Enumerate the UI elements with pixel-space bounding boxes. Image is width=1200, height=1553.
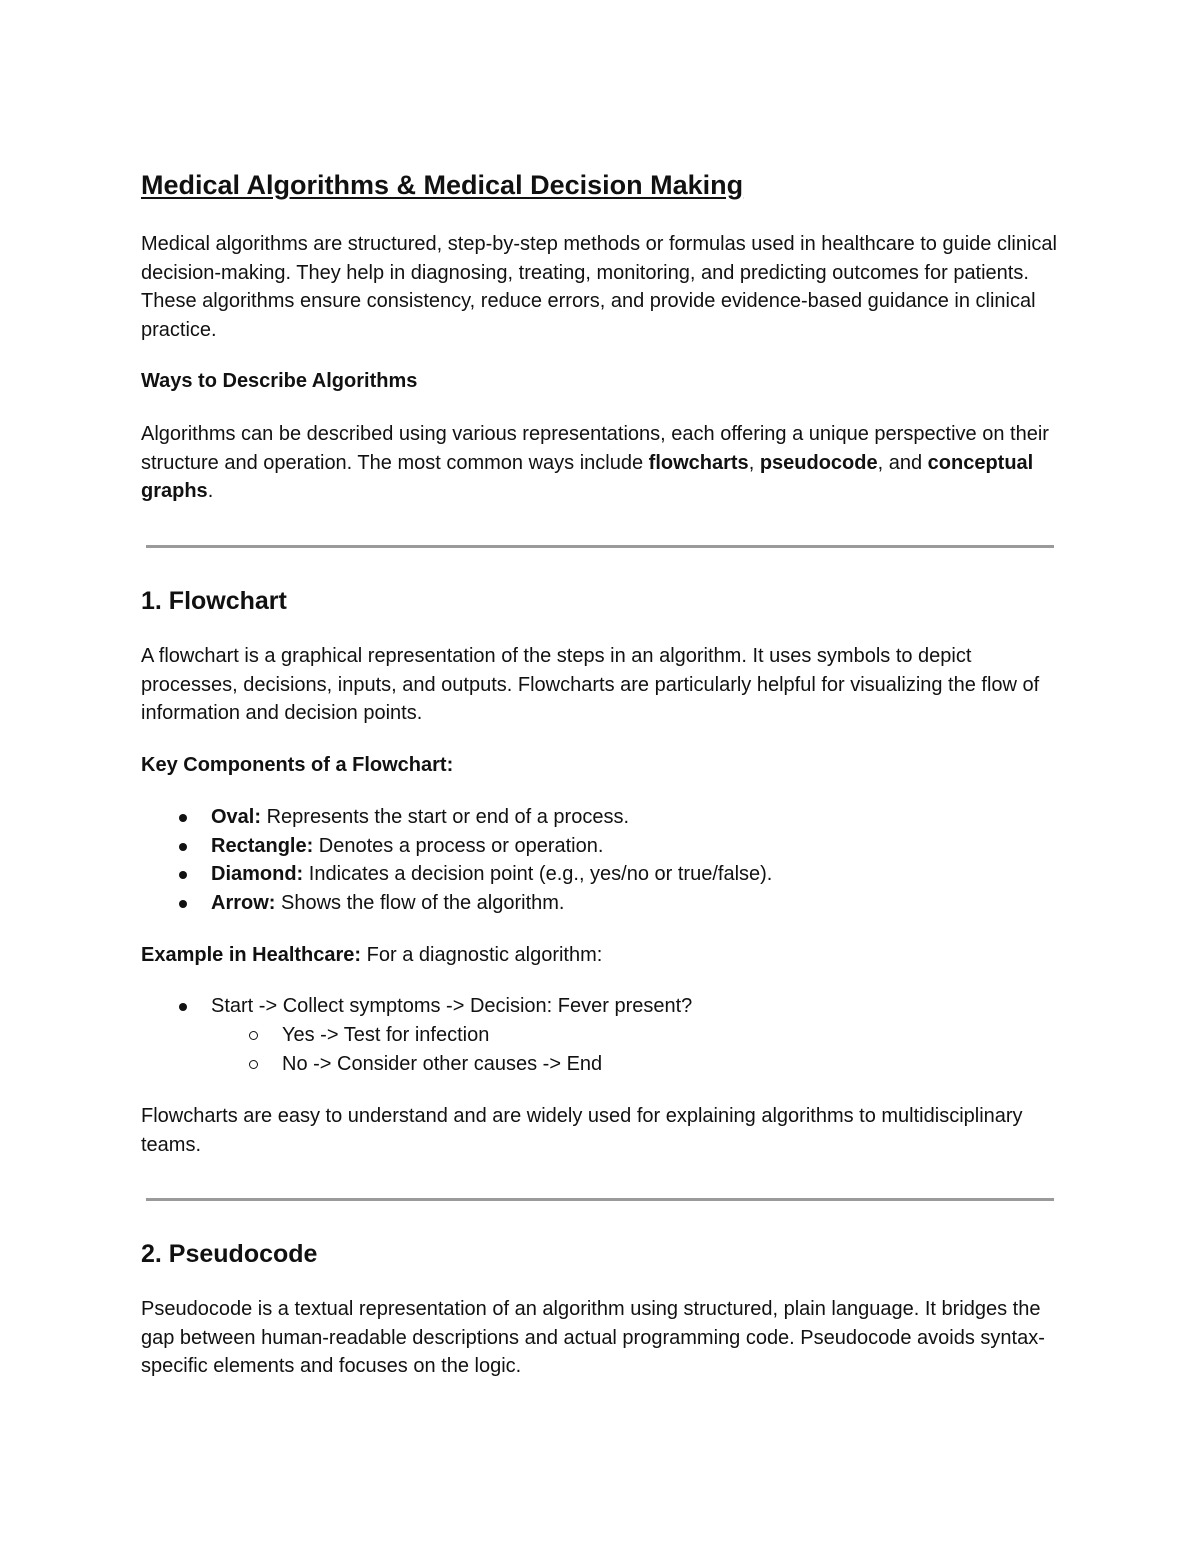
pseudocode-heading: 2. Pseudocode xyxy=(141,1240,318,1268)
component-term: Rectangle: xyxy=(211,834,314,857)
component-desc: Shows the flow of the algorithm. xyxy=(275,891,565,914)
example-paragraph xyxy=(141,941,1061,970)
component-term: Arrow: xyxy=(211,891,276,914)
component-desc: Represents the start or end of a process. xyxy=(261,806,629,828)
flowchart-description: A flowchart is a graphical representation of the steps in an algorithm. It uses symbols to depict processes, decisions, inputs, and outputs. Flowcharts are particularly helpful for visualizing the flow of information and decision points. xyxy=(141,645,1040,724)
example-label: Example in Healthcare: xyxy=(141,944,362,966)
example-steps: Start -> Collect symptoms -> Decision: Fever present? xyxy=(211,995,693,1017)
sub-bullet-icon xyxy=(249,1031,258,1040)
component-term: Oval: xyxy=(211,806,262,828)
example-list xyxy=(141,992,1041,1021)
ways-end: . xyxy=(207,480,214,502)
ways-paragraph xyxy=(141,420,1061,506)
list-item xyxy=(141,1050,1041,1079)
flowchart-heading: 1. Flowchart xyxy=(141,587,287,615)
list-item xyxy=(141,860,1041,889)
ways-heading: Ways to Describe Algorithms xyxy=(141,370,418,392)
flowchart-closing: Flowcharts are easy to understand and are widely used for explaining algorithms to multidisciplinary teams. xyxy=(141,1105,1023,1156)
component-term: Diamond: xyxy=(211,863,304,885)
example-branches xyxy=(141,1021,1041,1078)
ways-text: Algorithms can be described using various representations, each offering a unique perspective on their structure and operation. The most common ways include xyxy=(141,423,1049,474)
list-item xyxy=(141,889,1041,918)
pseudocode-description: Pseudocode is a textual representation of an algorithm using structured, plain language. It bridges the gap between human-readable descriptions and actual programming code. Pseudocode avoids syntax-specific elements and focuses on the logic. xyxy=(141,1298,1045,1377)
term-flowcharts: flowcharts xyxy=(648,451,749,474)
bullet-icon xyxy=(179,900,187,908)
section-divider xyxy=(146,1198,1054,1201)
document-title: Medical Algorithms & Medical Decision Making xyxy=(141,170,744,200)
list-item xyxy=(141,832,1041,861)
bullet-icon xyxy=(179,814,187,822)
components-list xyxy=(141,803,1041,917)
list-item xyxy=(141,803,1041,832)
bullet-icon xyxy=(179,871,187,879)
components-heading: Key Components of a Flowchart: xyxy=(141,754,454,776)
sub-bullet-icon xyxy=(249,1060,258,1069)
bullet-icon xyxy=(179,1003,187,1011)
bullet-icon xyxy=(179,843,187,851)
list-item xyxy=(141,992,1041,1021)
intro-paragraph: Medical algorithms are structured, step-by-step methods or formulas used in healthcare to guide clinical decision-making. They help in diagnosing, treating, monitoring, and predicting outcomes for patients. These algorithms ensure consistency, reduce errors, and provide evidence-based guidance in clinical practice. xyxy=(141,233,1057,341)
list-item xyxy=(141,1021,1041,1050)
term-conceptual-graphs: conceptual graphs xyxy=(141,451,1034,502)
section-divider xyxy=(146,545,1054,548)
branch-text: Yes -> Test for infection xyxy=(282,1024,490,1046)
component-desc: Indicates a decision point (e.g., yes/no or true/false). xyxy=(303,863,773,885)
ways-sep2: , and xyxy=(877,451,928,474)
example-text: For a diagnostic algorithm: xyxy=(361,944,603,966)
component-desc: Denotes a process or operation. xyxy=(313,834,604,857)
branch-text: No -> Consider other causes -> End xyxy=(282,1052,603,1075)
ways-sep1: , xyxy=(748,451,760,474)
term-pseudocode: pseudocode xyxy=(759,451,878,474)
